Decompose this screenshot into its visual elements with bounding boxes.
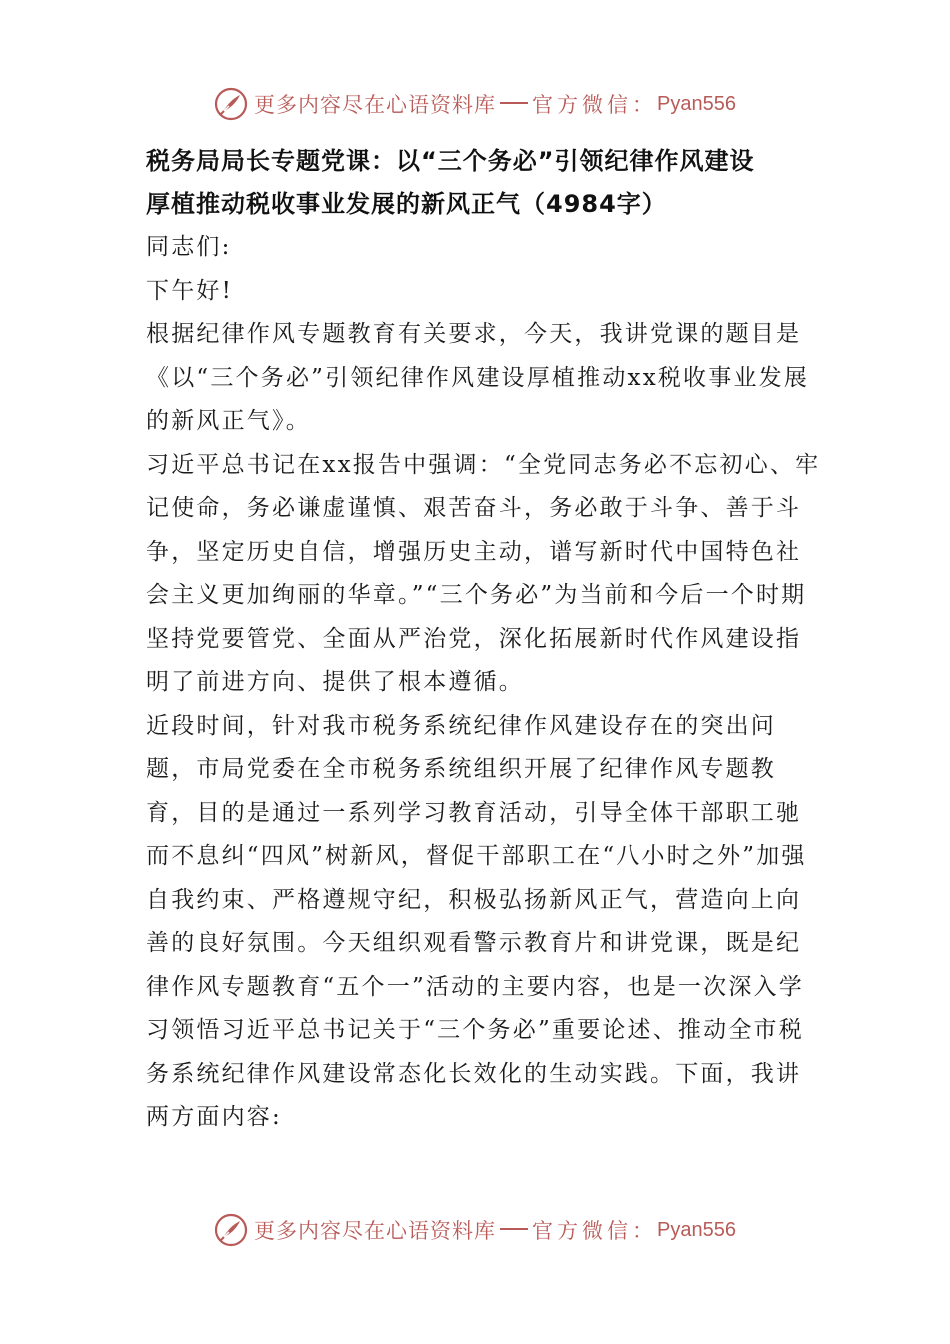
banner-dash [500, 102, 528, 104]
banner-wechat-id: Pyan556 [657, 92, 736, 115]
document-body [146, 140, 826, 1140]
banner-text: 更多内容尽在心语资料库 [254, 93, 497, 117]
quill-pen-logo-icon [214, 1213, 248, 1247]
banner-text: 更多内容尽在心语资料库 [254, 1219, 497, 1243]
greeting: 下午好! [146, 277, 234, 304]
salutation: 同志们: [146, 234, 232, 260]
banner-dash [500, 1228, 528, 1230]
paragraph-2: 习近平总书记在xx报告中强调：“全党同志务必不忘初心、牢记使命，务必谦虚谨慎、艰苦奋斗，务必敢于斗争、善于斗争，坚定历史自信，增强历史主动，谱写新时代中国特色社会主义更加绚丽的华章。”“三个务必”为当前和今后一个时期坚持党要管党、全面从严治党，深化拓展新时代作风建设指明了前进方向、提供了根本遵循。 [146, 451, 821, 695]
footer-banner [0, 1210, 950, 1250]
banner-wechat-label: 官方微信： [532, 93, 658, 117]
document-title-line-2: 厚植推动税收事业发展的新风正气（4984字） [146, 190, 667, 218]
quill-pen-logo-icon [214, 87, 248, 121]
paragraph-1: 根据纪律作风专题教育有关要求，今天，我讲党课的题目是《以“三个务必”引领纪律作风建设厚植推动xx税收事业发展的新风正气》。 [146, 321, 810, 434]
banner-wechat-label: 官方微信： [532, 1219, 658, 1243]
document-title-line-1: 税务局局长专题党课：以“三个务必”引领纪律作风建设 [146, 147, 755, 175]
paragraph-3: 近段时间，针对我市税务系统纪律作风建设存在的突出问题，市局党委在全市税务系统组织开展了纪律作风专题教育，目的是通过一系列学习教育活动，引导全体干部职工驰而不息纠“四风”树新风，督促干部职工在“八小时之外”加强自我约束、严格遵规守纪，积极弘扬新风正气，营造向上向善的良好氛围。今天组织观看警示教育片和讲党课，既是纪律作风专题教育“五个一”活动的主要内容，也是一次深入学习领悟习近平总书记关于“三个务必”重要论述、推动全市税务系统纪律作风建设常态化长效化的生动实践。下面，我讲两方面内容: [146, 712, 807, 1130]
banner-wechat-id: Pyan556 [657, 1218, 736, 1241]
header-banner [0, 84, 950, 124]
